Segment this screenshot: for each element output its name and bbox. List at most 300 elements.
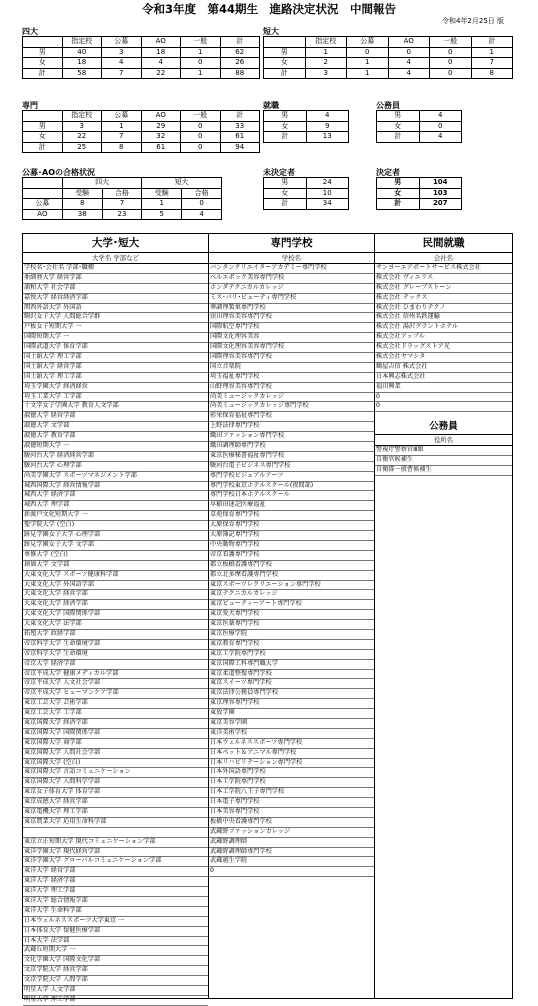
table-cell: 58: [62, 68, 102, 79]
list-item: 株式会社ドラッグストア光: [375, 343, 512, 353]
list-item: 東京スポーツレクリエーション専門学校: [209, 581, 374, 591]
table-cell: 1: [142, 199, 182, 210]
list-item: 城西国際大学 経営情報学部: [23, 482, 208, 492]
list-item: 国際短期大学 一: [23, 333, 208, 343]
table-cell: 女: [23, 132, 63, 143]
table-header-cell: 一般: [181, 111, 221, 122]
table-row: [23, 199, 222, 210]
list-item: 日本リハビリテーション専門学校: [209, 759, 374, 769]
kettei-label: 決定者: [376, 168, 400, 177]
table-cell: 0: [181, 142, 221, 153]
list-item: ベルエポック美容専門学校: [209, 274, 374, 284]
table-cell: 103: [419, 188, 462, 199]
table-cell: 94: [220, 142, 260, 153]
list-item: 国際航空専門学校: [209, 323, 374, 333]
table-cell: 3: [102, 47, 142, 58]
list-item: 専門学校東京ホテルスクール(夜間部): [209, 482, 374, 492]
table-group-row: [23, 178, 222, 189]
table-header-cell: 受験: [62, 188, 102, 199]
table-cell: 207: [419, 199, 462, 210]
table-cell: 計: [264, 199, 307, 210]
table-cell: [23, 178, 63, 189]
table-cell: 女: [377, 188, 420, 199]
list-item: 華調理製菓専門学校: [209, 304, 374, 314]
table-cell: 2: [305, 58, 347, 69]
list-item: 日本電子専門学校: [209, 798, 374, 808]
list-item: 国士舘大学 理工学部: [23, 373, 208, 383]
table-cell: 32: [141, 132, 181, 143]
table-header-cell: 指定校: [62, 111, 102, 122]
table-cell: 22: [141, 68, 181, 79]
list-item: 福田興業: [375, 383, 512, 393]
list-item: 埼玉工業大学 工学部: [23, 393, 208, 403]
list-item: 大東文化大学 スポーツ健康科学部: [23, 571, 208, 581]
page-title: 令和3年度 第44期生 進路決定状況 中間報告: [141, 2, 396, 16]
list-item: 国立音楽院: [209, 363, 374, 373]
table-cell: 1: [305, 47, 347, 58]
table-cell: 22: [62, 132, 102, 143]
table-cell: 男: [264, 111, 307, 122]
list-item: 東京テクニカルカレッジ: [209, 590, 374, 600]
list-item: 大東文化大学 法学部: [23, 620, 208, 630]
minkan-subheader: 会社名: [375, 252, 512, 264]
table-row: [23, 121, 260, 132]
table-cell: 62: [220, 47, 260, 58]
table-row: [377, 111, 462, 122]
list-item: 国際武道大学 体育学部: [23, 343, 208, 353]
list-item: 文京学院大学 人間学部: [23, 976, 208, 986]
list-item: 武蔵丘短期大学 一: [23, 946, 208, 956]
list-item: 東京美容学園: [209, 719, 374, 729]
table-row: [23, 58, 260, 69]
list-item: 鶴屋吉信 株式会社: [375, 363, 512, 373]
list-item: 日本ウェルネススポーツ大学東京 一: [23, 917, 208, 927]
list-item: 日本工学院専門学校: [209, 778, 374, 788]
table-cell: 33: [220, 121, 260, 132]
table-row: [264, 199, 349, 210]
list-item: 駒沢女子大学 人間総合学群: [23, 313, 208, 323]
table-row: [23, 209, 222, 220]
list-item: 東京立正短期大学 現代コミュニケーション学部: [23, 838, 208, 848]
list-item: 専門学校ビジュアルアーツ: [209, 472, 374, 482]
shushoku-table: [263, 110, 349, 143]
list-item: 東洋大学 生命科学部: [23, 907, 208, 917]
senmon-label: 専門: [22, 101, 38, 110]
list-item: 株式会社 信州名鉄運輸: [375, 313, 512, 323]
list-item: ホンダテクニカルカレッジ: [209, 284, 374, 294]
list-item: 東京国際大学 国際関係学部: [23, 729, 208, 739]
list-item: 日本ペット＆アニマル専門学校: [209, 749, 374, 759]
table-cell: 4: [419, 132, 462, 143]
table-row: [264, 68, 513, 79]
table-cell: 18: [62, 58, 102, 69]
univ-header: 大学･短大: [91, 237, 140, 249]
table-cell: 34: [306, 199, 349, 210]
table-row: [264, 111, 349, 122]
table-header-cell: [264, 37, 306, 48]
table-header-cell: [23, 37, 63, 48]
list-item: 東京医療秘書福祉専門学校: [209, 452, 374, 462]
table-cell: 61: [220, 132, 260, 143]
table-cell: 0: [181, 132, 221, 143]
table-cell: 女: [23, 58, 63, 69]
list-item: 東洋学園大学 現代経営学部: [23, 848, 208, 858]
table-cell: AO: [23, 209, 63, 220]
list-item: 株式会社ヤマシタ: [375, 353, 512, 363]
table-cell: 1: [471, 47, 513, 58]
table-cell: 女: [264, 121, 307, 132]
table-header-cell: 合格: [102, 188, 142, 199]
table-header-cell: AO: [141, 37, 181, 48]
list-item: ミス･パリ･ビューティ専門学校: [209, 294, 374, 304]
list-item: 東洋大学 総合情報学部: [23, 897, 208, 907]
list-item: 駿河台大学 心理学部: [23, 462, 208, 472]
table-cell: 10: [306, 188, 349, 199]
table-row: [23, 132, 260, 143]
table-header-cell: 指定校: [62, 37, 102, 48]
table-row: [264, 58, 513, 69]
list-item: 東京国際大学 商学部: [23, 739, 208, 749]
list-item: 文京学院大学 経営学部: [23, 966, 208, 976]
report-date: 令和4年2月25日 版: [441, 17, 504, 25]
list-item: 都立北多摩看護専門学校: [209, 571, 374, 581]
table-header-cell: 一般: [181, 37, 221, 48]
table-cell: 4: [102, 58, 142, 69]
table-cell: 1: [181, 47, 221, 58]
koumuin-label: 公務員: [376, 101, 400, 110]
mikettei-label: 未決定者: [263, 168, 295, 177]
table-cell: 計: [264, 68, 306, 79]
list-item: 東洋大学 経営学部: [23, 867, 208, 877]
table-cell: 計: [377, 199, 420, 210]
table-cell: 0: [181, 121, 221, 132]
list-item: 早稲田速記医療福祉: [209, 501, 374, 511]
list-item: 東京理容専門学校: [209, 699, 374, 709]
table-cell: 7: [471, 58, 513, 69]
table-cell: 61: [141, 142, 181, 153]
table-row: [264, 47, 513, 58]
list-item: 東洋大学 経済学部: [23, 877, 208, 887]
table-row: [23, 68, 260, 79]
table-cell: 7: [102, 68, 142, 79]
list-item: 埼玉学園大学 経済経営: [23, 383, 208, 393]
table-cell: 4: [388, 58, 430, 69]
list-item: 自衛官候補生: [375, 456, 512, 466]
list-item: 大原保育専門学校: [209, 521, 374, 531]
list-item: 東洋美術学校: [209, 729, 374, 739]
list-item: 東京工芸大学 工学部: [23, 709, 208, 719]
univ-column: [23, 234, 209, 1003]
table-cell: 1: [347, 68, 389, 79]
table-header-cell: [23, 188, 63, 199]
table-header-cell: 受験: [142, 188, 182, 199]
list-item: 駿河台電子ビジネス専門学校: [209, 462, 374, 472]
table-header-cell: 計: [220, 111, 260, 122]
table-cell: 計: [23, 142, 63, 153]
list-item: 東京ビューティーアート専門学校: [209, 600, 374, 610]
list-item: 学校名･会社名 学部･職種: [23, 264, 208, 274]
list-item: 新渡戸文化短期大学 一: [23, 511, 208, 521]
list-item: 日本ウェルネススポーツ専門学校: [209, 739, 374, 749]
list-item: 東京成徳大学 経営学部: [23, 798, 208, 808]
table-cell: 女: [377, 121, 420, 132]
table-cell: 104: [419, 178, 462, 189]
table-cell: 4: [306, 111, 349, 122]
list-item: 東京女子体育大学 体育学部: [23, 788, 208, 798]
table-row: [264, 121, 349, 132]
table-row: [264, 188, 349, 199]
list-item: 武蔵野ファッションカレッジ: [209, 828, 374, 838]
minkan-column: [375, 234, 512, 998]
table-header-cell: AO: [388, 37, 430, 48]
table-header-cell: 公募: [102, 111, 142, 122]
list-item: 尚美ミュージックカレッジ専門学校: [209, 402, 374, 412]
goukaku-table: [22, 177, 222, 220]
table-cell: 1: [181, 68, 221, 79]
list-item: 尚美学園大学 スポーツマネジメント学部: [23, 472, 208, 482]
table-cell: 8: [471, 68, 513, 79]
list-item: 国士舘大学 理工学部: [23, 353, 208, 363]
list-item: バンタンクリエイターアカデミー専門学校: [209, 264, 374, 274]
koumuin-table: [376, 110, 462, 143]
table-header-cell: 公募: [347, 37, 389, 48]
table-cell: 0: [347, 47, 389, 58]
list-item: 国際理容美容専門学校: [209, 353, 374, 363]
list-item: 拓殖大学 政経学部: [23, 630, 208, 640]
table-cell: 24: [306, 178, 349, 189]
list-item: 埼玉福祉専門学校: [209, 373, 374, 383]
list-item: 織田ファッション専門学校: [209, 432, 374, 442]
list-item: 株式会社 ひまわりテクノ: [375, 304, 512, 314]
kettei-table: [376, 177, 462, 210]
table-cell: 8: [102, 142, 142, 153]
table-cell: 計: [264, 132, 307, 143]
table-header-row: [23, 111, 260, 122]
table-cell: 0: [182, 199, 222, 210]
list-item: 東京国際大学 経済学部: [23, 719, 208, 729]
yondai-table: [22, 36, 260, 79]
table-row: [23, 142, 260, 153]
list-item: 東京国際工科専門職大学: [209, 660, 374, 670]
koumuin-list-header: 公務員: [429, 421, 458, 433]
table-cell: 公募: [23, 199, 63, 210]
list-item: 専門学校日本ホテルスクール: [209, 491, 374, 501]
table-cell: 3: [305, 68, 347, 79]
table-cell: 26: [220, 58, 260, 69]
table-header-cell: 指定校: [305, 37, 347, 48]
table-cell: 0: [181, 58, 221, 69]
table-cell: 男: [377, 178, 420, 189]
table-header-cell: AO: [141, 111, 181, 122]
table-cell: 4: [141, 58, 181, 69]
table-row: [264, 178, 349, 189]
list-item: 国士舘大学 経営学部: [23, 363, 208, 373]
list-item: 大東文化大学 外国語学部: [23, 581, 208, 591]
list-item: 日本体育大学 保健医療学部: [23, 927, 208, 937]
list-item: 駿河台大学 経済経営学部: [23, 452, 208, 462]
list-item: 創価大学 文学部: [23, 561, 208, 571]
table-row: [377, 199, 462, 210]
table-cell: 88: [220, 68, 260, 79]
table-cell: 0: [388, 47, 430, 58]
table-group-header: 四大: [62, 178, 142, 189]
table-header-row: [264, 37, 513, 48]
list-item: 東京スイーツ専門学校: [209, 679, 374, 689]
list-item: 東京国際大学 (空白): [23, 759, 208, 769]
table-cell: 4: [419, 111, 462, 122]
list-item: 嘉悦大学 経営経済学部: [23, 294, 208, 304]
list-item: 中央動物専門学校: [209, 541, 374, 551]
list-item: 都立板橋看護専門学校: [209, 561, 374, 571]
table-row: [377, 188, 462, 199]
list-item: 日本工学院八王子専門学校: [209, 788, 374, 798]
list-item: 武蔵越生学院: [209, 857, 374, 867]
list-item: 武蔵野調理師: [209, 838, 374, 848]
list-item: 0: [375, 393, 512, 403]
list-item: 0: [375, 402, 512, 412]
table-header-row: [23, 188, 222, 199]
list-item: 草苑保育専門学校: [209, 511, 374, 521]
table-cell: 男: [23, 47, 63, 58]
list-item: 跡見学園女子大学 心理学部: [23, 531, 208, 541]
table-row: [23, 47, 260, 58]
list-item: 明星大学 人文学部: [23, 986, 208, 996]
list-item: 彰栄保育福祉専門学校: [209, 412, 374, 422]
list-item: 東洋学園大学 グローバルコミュニケーション学部: [23, 857, 208, 867]
list-item: 跡見学園女子大学 文学部: [23, 541, 208, 551]
table-cell: 男: [23, 121, 63, 132]
list-item: 日本美容専門学校: [209, 808, 374, 818]
list-item: 国際文化理容美容専門学校: [209, 343, 374, 353]
list-item: 警視庁警察官Ⅲ類: [375, 446, 512, 456]
table-cell: 38: [62, 209, 102, 220]
senmon-subheader: 学校名: [209, 252, 374, 264]
table-cell: 0: [430, 58, 472, 69]
list-item: 淑徳大学 教育学部: [23, 432, 208, 442]
list-item: 東京工芸大学 芸術学部: [23, 699, 208, 709]
list-item: 株式会社 ヴィエリス: [375, 274, 512, 284]
goukaku-label: 公募･AOの合格状況: [22, 168, 95, 177]
list-item: 東洋大学 理工学部: [23, 887, 208, 897]
list-item: 城西大学 理学部: [23, 501, 208, 511]
list-item: 東京医療学院: [209, 630, 374, 640]
list-item: 東京農業大学 応用生命科学部: [23, 818, 208, 828]
tandai-label: 短大: [263, 27, 279, 36]
list-item: 大東文化大学 経営学部: [23, 590, 208, 600]
table-cell: 18: [141, 47, 181, 58]
table-header-cell: [23, 111, 63, 122]
table-cell: 0: [430, 68, 472, 79]
table-cell: 計: [377, 132, 420, 143]
table-header-row: [23, 37, 260, 48]
list-item: 武蔵野調理師専門学校: [209, 848, 374, 858]
list-item: 帝京平成大学 健康メディカル学部: [23, 670, 208, 680]
table-cell: 40: [62, 47, 102, 58]
table-cell: 5: [142, 209, 182, 220]
list-item: 東京国際大学 言語コミュニケーション: [23, 768, 208, 778]
minkan-header: 民間就職: [422, 237, 465, 249]
table-cell: 男: [264, 47, 306, 58]
senmon-table: [22, 110, 260, 153]
list-item: 織田調理師専門学校: [209, 442, 374, 452]
list-item: 東京医薬専門学校: [209, 620, 374, 630]
table-header-cell: 合格: [182, 188, 222, 199]
list-item: 関西外語大学 外国語: [23, 304, 208, 314]
table-cell: 9: [306, 121, 349, 132]
list-item: 帝京平成大学 人文社会学部: [23, 679, 208, 689]
list-item: 淑徳短期大学 一: [23, 442, 208, 452]
list-item: 東京愛犬専門学校: [209, 610, 374, 620]
list-item: 日本外国語専門学校: [209, 768, 374, 778]
list-item: 文化学園大学 国際文化学部: [23, 956, 208, 966]
table-header-cell: 公募: [102, 37, 142, 48]
senmon-header: 専門学校: [270, 237, 313, 249]
table-row: [264, 132, 349, 143]
list-item: 専修大学 (空白): [23, 551, 208, 561]
list-item: 国際文化理容美容: [209, 333, 374, 343]
table-cell: 女: [264, 58, 306, 69]
table-cell: 8: [62, 199, 102, 210]
list-item: 東京電機大学 理工学部: [23, 808, 208, 818]
list-item: 株式会社 湯沢グラントホテル: [375, 323, 512, 333]
list-item: 尚美ミュージックカレッジ: [209, 393, 374, 403]
list-item: 十文字女子学園大学 教育人文学部: [23, 402, 208, 412]
list-item: 大原簿記専門学校: [209, 531, 374, 541]
list-item: 淑徳大学 経営学部: [23, 412, 208, 422]
list-item: 帝京大学 経済学部: [23, 660, 208, 670]
list-item: 株式会社 テックス: [375, 294, 512, 304]
table-row: [377, 132, 462, 143]
table-cell: 0: [419, 121, 462, 132]
list-item: 大東文化大学 経済学部: [23, 600, 208, 610]
table-cell: 1: [102, 121, 142, 132]
list-item: 帝京科学大学 生命環境: [23, 650, 208, 660]
list-item: 株式会社 グレープストーン: [375, 284, 512, 294]
tandai-table: [263, 36, 513, 79]
table-cell: 1: [347, 58, 389, 69]
destination-list: [22, 233, 513, 1003]
table-cell: 23: [102, 209, 142, 220]
list-item: 東京柔道整復専門学校: [209, 670, 374, 680]
list-item: 帝京科学大学 生命環境学部: [23, 640, 208, 650]
list-item: 東京国際大学 人間社会学部: [23, 749, 208, 759]
table-cell: 25: [62, 142, 102, 153]
list-item: 亜細亜大学 経営学部: [23, 274, 208, 284]
list-item: 淑徳大学 文学部: [23, 422, 208, 432]
list-item: 大東文化大学 国際関係学部: [23, 610, 208, 620]
koumuin-list-subheader: 役所名: [375, 434, 512, 446]
list-item: 東放学園: [209, 709, 374, 719]
list-item: 戸板女子短期大学 一: [23, 323, 208, 333]
table-header-cell: 計: [471, 37, 513, 48]
list-item: 東京法律公務員専門学校: [209, 689, 374, 699]
list-item: 0: [209, 867, 374, 877]
list-item: 上野法律専門学校: [209, 422, 374, 432]
list-item: [23, 828, 208, 838]
list-item: 東京国際大学 人間科学学部: [23, 778, 208, 788]
table-cell: 29: [141, 121, 181, 132]
table-header-cell: 一般: [430, 37, 472, 48]
univ-subheader: 大学名 学部など: [23, 252, 208, 264]
table-row: [377, 178, 462, 189]
yondai-label: 四大: [22, 27, 38, 36]
list-item: 帝京看護専門学校: [209, 551, 374, 561]
table-cell: 3: [62, 121, 102, 132]
list-item: 帝京平成大学 ヒューマンケア学部: [23, 689, 208, 699]
table-group-header: 短大: [142, 178, 222, 189]
list-item: 日本興志株式会社: [375, 373, 512, 383]
table-cell: 男: [377, 111, 420, 122]
